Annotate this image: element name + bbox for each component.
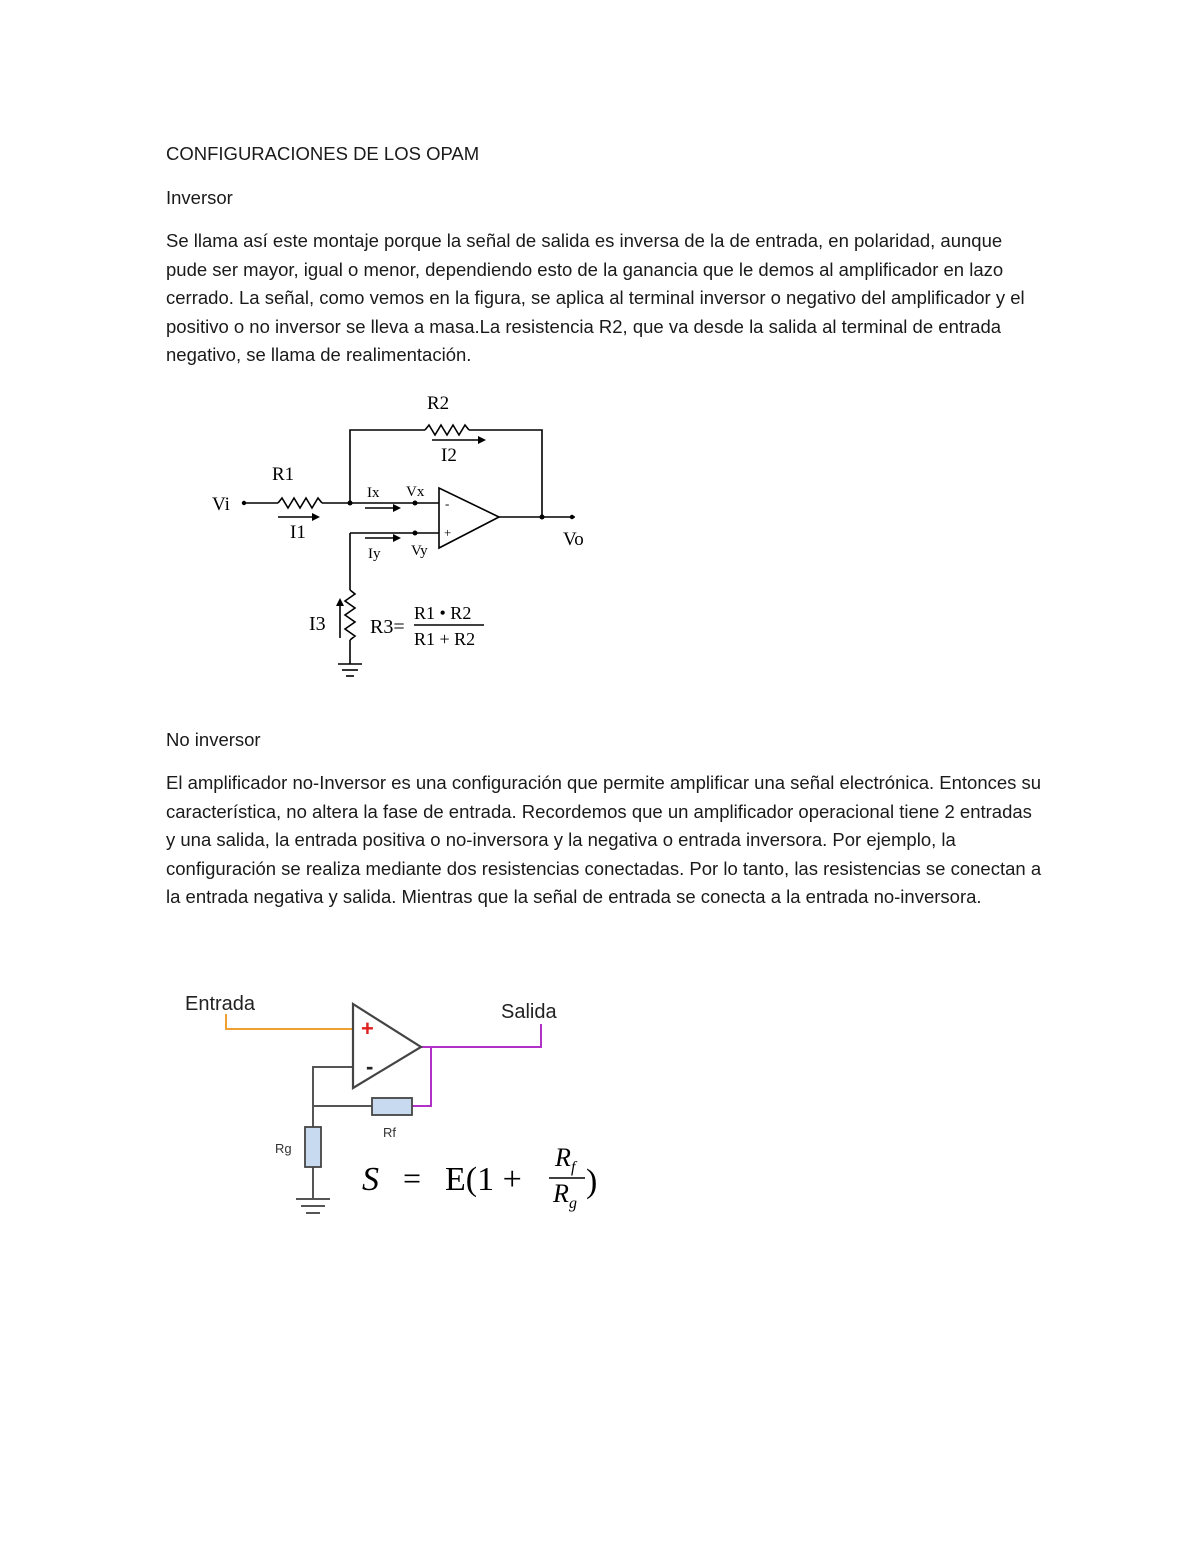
rf-resistor xyxy=(372,1098,412,1115)
formula-rf-sub: f xyxy=(571,1159,576,1176)
no-inversor-paragraph: El amplificador no-Inversor es una configuración que permite amplificar una señal electrónica. Entonces su característica, no altera la fase de entrada. Recordemos que un amplificador operacional tiene 2 entradas y una salida, la entrada positiva o no-inversora y la negativa o entrada inversora. Por ejemplo, la configuración se realiza mediante dos resistencias conectadas. Por lo tanto, las resistencias se conectan a la entrada negativa y salida. Mientras que la señal de entrada se conecta a la entrada no-inversora. xyxy=(166,772,1042,907)
formula-rhs: E(1 + xyxy=(445,1161,522,1198)
formula-equals: = xyxy=(403,1160,422,1196)
vy-label: Vy xyxy=(411,543,428,559)
formula-rg-r: R xyxy=(553,1179,569,1208)
r3-formula-numerator: R1 • R2 xyxy=(414,603,472,623)
r1-resistor xyxy=(278,498,322,508)
i3-label: I3 xyxy=(309,613,326,635)
r1-label: R1 xyxy=(272,464,295,485)
r2-label: R2 xyxy=(427,393,450,414)
gain-formula xyxy=(362,1143,597,1212)
ix-label: Ix xyxy=(367,485,380,501)
formula-rg-sub: g xyxy=(569,1195,577,1212)
inversor-paragraph: Se llama así este montaje porque la señal de salida es inversa de la de entrada, en polaridad, aunque pude ser mayor, igual o menor, dependiendo esto de la ganancia que le demos al amplificador en lazo cerrado. La señal, como vemos en la figura, se aplica al terminal inversor o negativo del amplificador y el positivo o no inversor se lleva a masa.La resistencia R2, que va desde la salida al terminal de entrada negativo, se llama de realimentación. xyxy=(166,230,1025,365)
feedback-wire xyxy=(412,1047,431,1106)
vx-label: Vx xyxy=(406,484,425,500)
vo-label: Vo xyxy=(563,529,584,550)
inverting-amplifier-diagram xyxy=(0,0,1200,720)
no-inversor-heading: No inversor xyxy=(166,729,261,750)
rg-resistor xyxy=(305,1127,321,1167)
rg-label: Rg xyxy=(275,1141,292,1156)
r3-formula-denominator: R1 + R2 xyxy=(414,629,476,649)
formula-close: ) xyxy=(586,1163,598,1200)
rf-label: Rf xyxy=(383,1125,396,1140)
plus-input-label: + xyxy=(444,525,452,540)
i2-label: I2 xyxy=(441,445,457,466)
iy-label: Iy xyxy=(368,546,381,562)
i1-label: I1 xyxy=(290,522,306,543)
vi-label: Vi xyxy=(212,494,230,515)
r2-resistor xyxy=(425,425,469,435)
salida-label: Salida xyxy=(501,1001,557,1023)
r3-resistor xyxy=(345,590,355,640)
input-wire xyxy=(226,1014,353,1029)
formula-s: S xyxy=(362,1161,379,1198)
entrada-label: Entrada xyxy=(185,993,256,1015)
formula-rf-r: R xyxy=(555,1143,571,1172)
minus-input-sign: - xyxy=(366,1054,374,1079)
output-wire xyxy=(421,1024,541,1047)
minus-input-label: - xyxy=(445,496,450,511)
plus-input-sign: + xyxy=(361,1016,374,1041)
r3-formula-lhs: R3= xyxy=(370,616,405,638)
non-inverting-amplifier-diagram xyxy=(0,960,1200,1240)
document-title: CONFIGURACIONES DE LOS OPAM xyxy=(166,143,480,164)
inversor-heading: Inversor xyxy=(166,187,233,208)
